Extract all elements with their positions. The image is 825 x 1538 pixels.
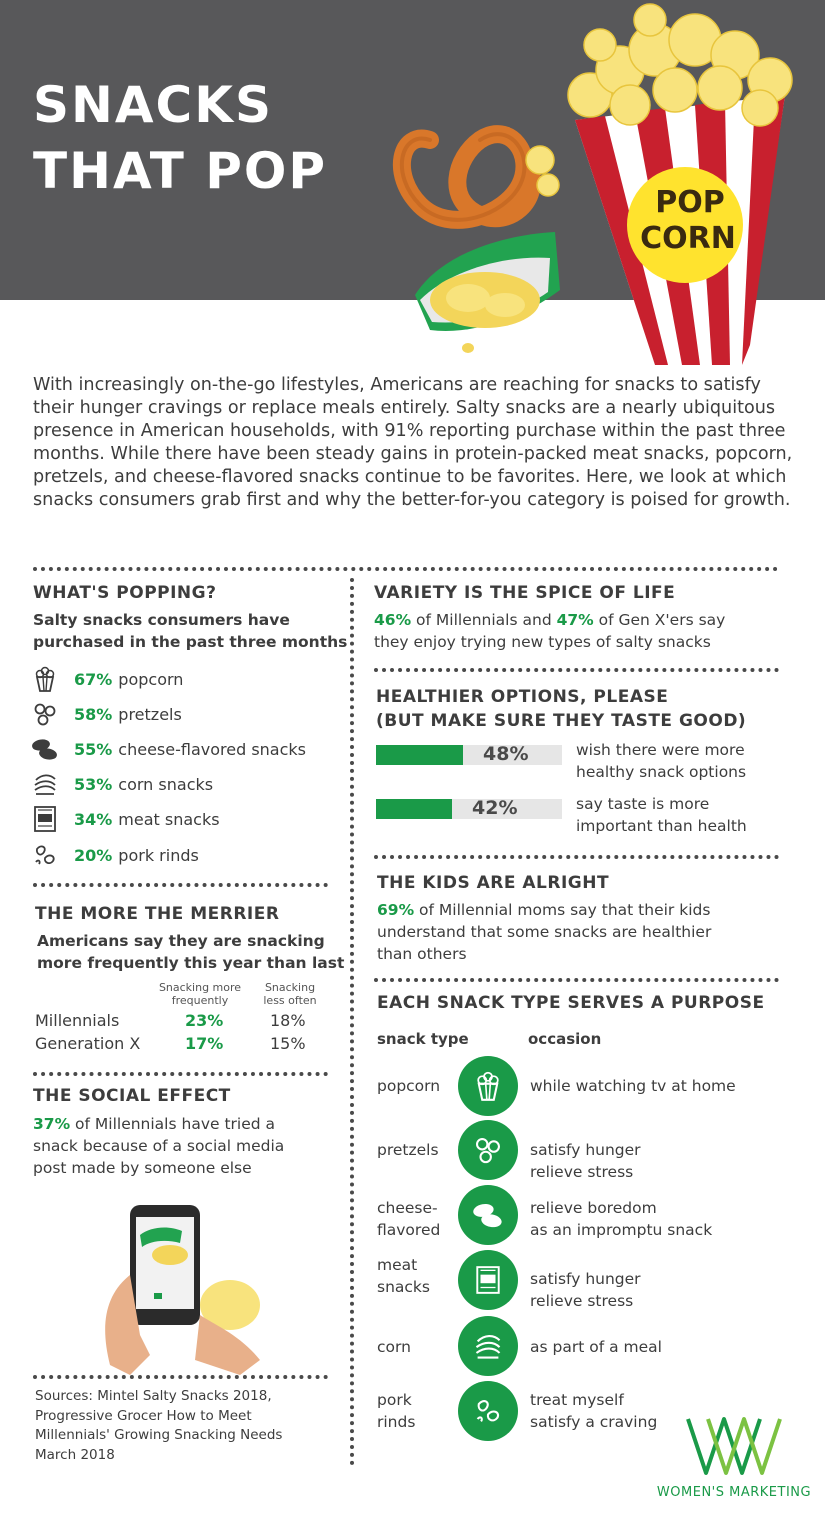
purpose-occasion: satisfy hunger relieve stress <box>530 1270 641 1310</box>
divider-left-2 <box>33 1072 328 1076</box>
merrier-subtitle: Americans say they are snacking more frequently this year than last <box>37 932 345 972</box>
pork-rind-icon <box>458 1381 518 1441</box>
pretzel-icon <box>458 1120 518 1180</box>
corn-chip-icon <box>30 770 60 798</box>
phone-hand-illustration <box>90 1195 290 1375</box>
bar-value: 48% <box>483 743 529 765</box>
divider-top <box>33 567 778 571</box>
variety-text: 46% of Millennials and 47% of Gen X'ers say they enjoy trying new types of salty snacks <box>374 611 726 651</box>
healthier-heading-1: HEALTHIER OPTIONS, PLEASE <box>376 687 669 707</box>
pretzel-pct: 58% <box>74 704 113 724</box>
chip-bag-illustration <box>415 232 560 353</box>
row-group: Millennials <box>35 1011 120 1030</box>
pretzel-label: pretzels <box>118 704 182 724</box>
popping-subtitle: Salty snacks consumers have purchased in the past three months <box>33 611 348 651</box>
cheese-puff-icon <box>458 1185 518 1245</box>
womens-marketing-logo <box>684 1415 784 1477</box>
corn-label: corn snacks <box>118 774 214 794</box>
merrier-heading: THE MORE THE MERRIER <box>35 904 280 924</box>
divider-right-1 <box>374 668 779 672</box>
corn-chip-icon <box>458 1316 518 1376</box>
pretzel-icon <box>30 700 60 728</box>
divider-vertical <box>350 578 354 1466</box>
divider-left-3 <box>33 1375 328 1379</box>
divider-right-3 <box>374 978 779 982</box>
pretzel-illustration <box>402 134 532 220</box>
table-row <box>35 1011 325 1033</box>
bar-fill <box>376 745 463 765</box>
purpose-type: cheese- flavored <box>377 1199 441 1239</box>
purpose-type: meat snacks <box>377 1256 430 1296</box>
purpose-occasion: as part of a meal <box>530 1338 662 1356</box>
snack-illustration <box>0 0 825 370</box>
col-header-less: Snacking less often <box>263 981 317 1007</box>
row-more: 17% <box>185 1034 224 1053</box>
brand-name: WOMEN'S MARKETING <box>656 1485 812 1500</box>
purpose-heading: EACH SNACK TYPE SERVES A PURPOSE <box>377 993 765 1013</box>
healthier-heading-2: (BUT MAKE SURE THEY TASTE GOOD) <box>376 711 747 731</box>
cheese-puff-icon <box>30 735 60 763</box>
purpose-occasion: relieve boredom as an impromptu snack <box>530 1199 713 1239</box>
corn-pct: 53% <box>74 774 113 794</box>
purpose-type: pretzels <box>377 1141 439 1159</box>
cup-label-pop: POP <box>655 185 725 220</box>
meat-label: meat snacks <box>118 809 220 829</box>
row-group: Generation X <box>35 1034 141 1053</box>
kids-text: 69% of Millennial moms say that their kids understand that some snacks are healthier than others <box>377 901 712 963</box>
cheese-pct: 55% <box>74 739 113 759</box>
list-item <box>30 734 340 764</box>
pork-rind-icon <box>30 841 60 869</box>
intro-paragraph: With increasingly on-the-go lifestyles, Americans are reaching for snacks to satisfy their hunger cravings or replace meals entirely. Salty snacks are a nearly ubiquitous presence in American households, with 91% reporting purchase within the past three months. While there have been steady gains in protein-packed meat snacks, popcorn, pretzels, and cheese-flavored snacks continue to be favorites. Here, we look at which snacks consumers grab first and why the better-for-you category is poised for growth. <box>33 375 793 510</box>
bar-fill <box>376 799 452 819</box>
bar-label: wish there were more healthy snack options <box>576 741 747 781</box>
row-more: 23% <box>185 1011 224 1030</box>
variety-heading: VARIETY IS THE SPICE OF LIFE <box>374 583 676 603</box>
popcorn-label: popcorn <box>118 669 184 689</box>
pork-pct: 20% <box>74 845 113 865</box>
meat-snack-icon <box>458 1250 518 1310</box>
bar-42 <box>376 799 562 819</box>
popping-heading: WHAT'S POPPING? <box>33 583 217 603</box>
popcorn-icon <box>458 1056 518 1116</box>
popcorn-icon <box>30 665 60 693</box>
kids-heading: THE KIDS ARE ALRIGHT <box>377 873 610 893</box>
pork-label: pork rinds <box>118 845 199 865</box>
bar-48 <box>376 745 562 765</box>
sources: Sources: Mintel Salty Snacks 2018, Progressive Grocer How to Meet Millennials' Growing Snacking Needs March 2018 <box>35 1388 283 1463</box>
meat-snack-icon <box>30 805 60 833</box>
table-row <box>35 1034 325 1056</box>
purpose-occasion: satisfy hunger relieve stress <box>530 1141 641 1181</box>
list-item <box>30 840 340 870</box>
meat-pct: 34% <box>74 809 113 829</box>
title-line-2: THAT POP <box>33 142 328 200</box>
purpose-type: pork rinds <box>377 1391 416 1431</box>
popcorn-pct: 67% <box>74 669 113 689</box>
bar-value: 42% <box>472 797 518 819</box>
col-occasion: occasion <box>528 1030 602 1048</box>
social-heading: THE SOCIAL EFFECT <box>33 1086 231 1106</box>
purpose-type: corn <box>377 1338 411 1356</box>
social-text: 37% of Millennials have tried a snack because of a social media post made by someone else <box>33 1115 285 1177</box>
list-item <box>30 769 340 799</box>
cheese-label: cheese-flavored snacks <box>118 739 307 759</box>
cup-label-corn: CORN <box>640 221 736 256</box>
purpose-type: popcorn <box>377 1077 441 1095</box>
row-less: 18% <box>270 1011 306 1030</box>
purpose-occasion: while watching tv at home <box>530 1077 736 1095</box>
divider-right-2 <box>374 855 779 859</box>
row-less: 15% <box>270 1034 306 1053</box>
title-line-1: SNACKS <box>33 76 274 134</box>
bar-label: say taste is more important than health <box>576 795 747 835</box>
col-snack-type: snack type <box>377 1030 469 1048</box>
divider-left-1 <box>33 883 328 887</box>
list-item <box>30 699 340 729</box>
col-header-more: Snacking more frequently <box>158 981 242 1007</box>
brand <box>654 1415 814 1500</box>
list-item <box>30 804 340 834</box>
purpose-occasion: treat myself satisfy a craving <box>530 1391 658 1431</box>
list-item <box>30 664 340 694</box>
